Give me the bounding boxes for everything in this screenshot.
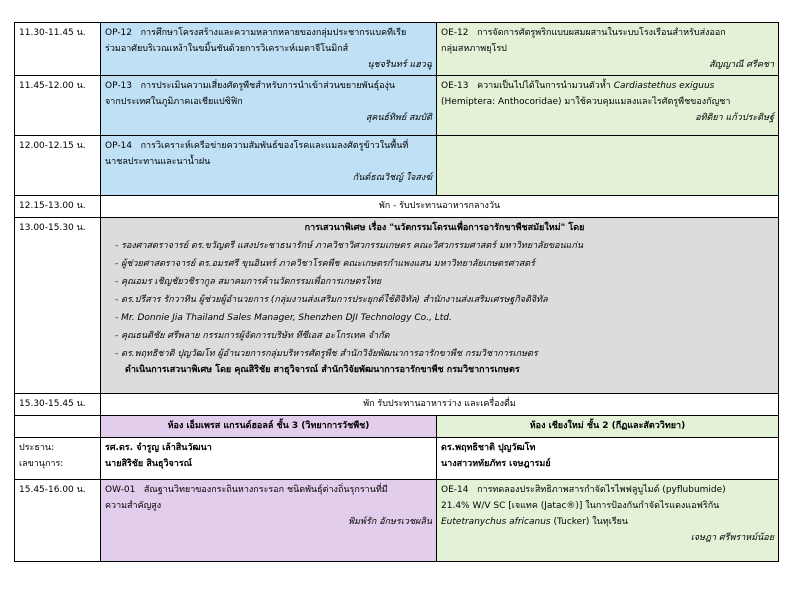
presentation-title-cont: 21.4% W/V SC [เจแทค (Jatac®)] ในการป้องกันกำจัดไรแดงแอฟริกัน	[441, 501, 720, 511]
presentation-title-cont: นาชลประทานและนาน้ำฝน	[105, 157, 211, 167]
time-cell: 12.15-13.00 น.	[15, 196, 101, 218]
secretary-name: นายสิริชัย สินธุวิจารณ์	[105, 459, 193, 469]
chair-label: ประธาน:	[19, 443, 55, 453]
session-cell-left	[101, 23, 437, 76]
session-cell-left	[101, 480, 437, 562]
presentation-title: การทดลองประสิทธิภาพสารกำจัดไรไพฟลูบูไมด์ (pyflubumide)	[477, 485, 726, 495]
presentation-code: OE-14	[441, 485, 469, 495]
time-cell: 11.30-11.45 น.	[15, 23, 101, 76]
time-cell: 11.45-12.00 น.	[15, 76, 101, 136]
panelist: - ดร.พฤทธิชาติ ปุญวัฒโท ผู้อำนวยการกลุ่มบริหารศัตรูพืช สำนักวิจัยพัฒนาการอารักขาพืช กรมวิชาการเกษตร	[115, 349, 538, 359]
room-header-left: ห้อง เอ็มเพรส แกรนด์ฮอลล์ ชั้น 3 (วิทยาการวัชพืช)	[101, 416, 437, 438]
table-row	[15, 136, 779, 196]
session-cell-left	[101, 136, 437, 196]
schedule-table	[14, 22, 779, 562]
presentation-title-cont: (Tucker) ในทุเรียน	[553, 517, 629, 527]
presentation-title-cont: ความสำคัญสูง	[105, 501, 162, 511]
presenter-name: สุคนธ์ทิพย์ สมบัติ	[365, 113, 432, 123]
table-row	[15, 416, 779, 438]
table-row	[15, 218, 779, 394]
presentation-title: การศึกษาโครงสร้างและความหลากหลายของกลุ่มประชากรแบคทีเรีย	[140, 28, 407, 38]
special-panel-session	[101, 218, 779, 394]
presentation-title: ความเป็นไปได้ในการนำมวนตัวห้ำ	[477, 81, 611, 91]
presentation-title-cont: จากประเทศในภูมิภาคเอเชียแปซิฟิก	[105, 97, 243, 107]
presentation-code: OP-13	[105, 81, 133, 91]
panelist: - ดร.ปรีสาร รักวาทิน ผู้ช่วยผู้อำนวยการ (กลุ่มงานส่งเสริมการประยุกต์ใช้ดิจิทัล) สำนักงานส่งเสริมเศรษฐกิจดิจิทัล	[115, 295, 548, 305]
panel-header: การเสวนาพิเศษ เรื่อง "นวัตกรรมโดรนเพื่อการอารักขาพืชสมัยใหม่" โดย	[304, 223, 585, 233]
table-row	[15, 480, 779, 562]
time-cell: 15.45-16.00 น.	[15, 480, 101, 562]
table-row	[15, 76, 779, 136]
panelist: - ผู้ช่วยศาสตราจารย์ ดร.อมรศรี ขุนอินทร์ ภาควิชาโรคพืช คณะเกษตรกำแพงแสน มหาวิทยาลัยเกษตรศาสตร์	[115, 259, 535, 269]
role-labels	[15, 438, 101, 480]
presentation-code: OE-13	[441, 81, 469, 91]
panelist: - คุณอมร เชิญชัยวชิรากูล สมาคมการค้านวัตกรรมเพื่อการเกษตรไทย	[115, 277, 382, 287]
presentation-code: OE-12	[441, 28, 469, 38]
presentation-title: การประเมินความเสี่ยงศัตรูพืชสำหรับการนำเข้าส่วนขยายพันธุ์องุ่น	[140, 81, 396, 91]
session-officers-right	[437, 438, 779, 480]
presenter-name: พิมพ์รัก อักษรเวชผลิน	[348, 517, 432, 527]
room-header-right: ห้อง เชียงใหม่ ชั้น 2 (กีฏและสัตววิทยา)	[437, 416, 779, 438]
presentation-title: การวิเคราะห์เครือข่ายความสัมพันธ์ของโรคและแมลงศัตรูข้าวในพื้นที่	[140, 141, 409, 151]
species-name: Eutetranychus africanus	[441, 517, 551, 527]
presentation-code: OP-12	[105, 28, 133, 38]
chair-name: รศ.ดร. จำรูญ เล้าสินวัฒนา	[105, 443, 212, 453]
species-name: Cardiastethus exiguus	[613, 81, 715, 91]
empty-cell	[15, 416, 101, 438]
session-cell-right	[437, 480, 779, 562]
presentation-title: การจัดการศัตรูพริกแบบผสมผสานในระบบโรงเรือนสำหรับส่งออก	[477, 28, 726, 38]
secretary-name: นางสาวหทัยภัทร เจษฎารมย์	[441, 459, 551, 469]
secretary-label: เลขานุการ:	[19, 459, 64, 469]
lunch-break: พัก - รับประทานอาหารกลางวัน	[101, 196, 779, 218]
panelist: - Mr. Donnie Jia Thailand Sales Manager, Shenzhen DJI Technology Co., Ltd.	[115, 313, 452, 323]
panelist: - คุณธนดิชัย ศรีพลาย กรรมการผู้จัดการบริษัท ทีซีเอส อะโกรเทค จำกัด	[115, 331, 390, 341]
session-cell-right	[437, 76, 779, 136]
time-cell: 15.30-15.45 น.	[15, 394, 101, 416]
chair-name: ดร.พฤทธิชาติ ปุญวัฒโท	[441, 443, 536, 453]
session-cell-left	[101, 76, 437, 136]
presentation-title-cont: กลุ่มสหภาพยุโรป	[441, 44, 507, 54]
table-row	[15, 394, 779, 416]
presenter-name: กันต์ธณวิชญ์ ใจสงฆ์	[352, 173, 432, 183]
presentation-title-cont: ร่วมอาศัยบริเวณเหง้าในขมิ้นชันด้วยการวิเคราะห์เมตาจีโนมิกส์	[105, 44, 349, 54]
presentation-title-cont: (Hemiptera: Anthocoridae) มาใช้ควบคุมแมลงและไรศัตรูพืชของกัญชา	[441, 97, 731, 107]
session-cell-right-empty	[437, 136, 779, 196]
table-row	[15, 196, 779, 218]
presenter-name: อทิติยา แก้วประดิษฐ์	[695, 113, 774, 123]
session-officers-left	[101, 438, 437, 480]
table-row	[15, 438, 779, 480]
panelist: - รองศาสตราจารย์ ดร.ขวัญตรี แสงประชาธนารักษ์ ภาควิชาวิศวกรรมเกษตร คณะวิศวกรรมศาสตร์ มหาวิทยาลัยขอนแก่น	[115, 241, 584, 251]
presentation-code: OP-14	[105, 141, 133, 151]
presenter-name: สัญญาณี ศรีคชา	[709, 60, 774, 70]
presenter-name: นุชจรินทร์ แฮวฉู	[367, 60, 432, 70]
time-cell: 13.00-15.30 น.	[15, 218, 101, 394]
presentation-title: สัณฐานวิทยาของกระถินหางกระรอก ชนิดพันธุ์ต่างถิ่นรุกรานที่มี	[143, 485, 388, 495]
session-cell-right	[437, 23, 779, 76]
moderator: ดำเนินการเสวนาพิเศษ โดย คุณสิริชัย สาธุวิจารณ์ สำนักวิจัยพัฒนาการอารักขาพืช กรมวิชาการเกษตร	[125, 365, 520, 375]
time-cell: 12.00-12.15 น.	[15, 136, 101, 196]
coffee-break: พัก รับประทานอาหารว่าง และเครื่องดื่ม	[101, 394, 779, 416]
presenter-name: เจษฎา ศรีพราหม์น้อย	[690, 533, 774, 543]
presentation-code: OW-01	[105, 485, 136, 495]
table-row	[15, 23, 779, 76]
